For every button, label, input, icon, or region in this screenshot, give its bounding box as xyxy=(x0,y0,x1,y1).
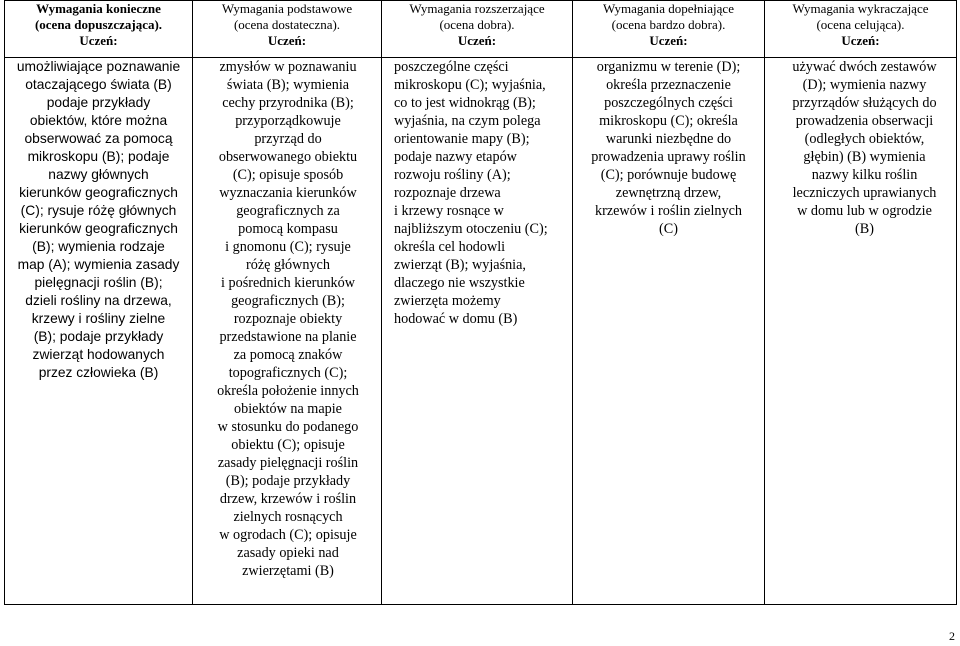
text-line: za pomocą znaków xyxy=(233,347,343,363)
header-title: Wymagania podstawowe xyxy=(221,1,353,16)
text-line: pielęgnacji roślin (B); xyxy=(34,275,163,290)
text-line: w domu lub w ogrodzie xyxy=(797,203,932,219)
text-line: mikroskopu (B); podaje xyxy=(27,149,170,164)
header-subtitle: (ocena celująca). xyxy=(816,17,905,32)
header-student: Uczeń: xyxy=(457,33,497,48)
text-line: (B); podaje przykłady xyxy=(225,473,351,489)
text-line: krzewy i rośliny zielne xyxy=(31,311,166,326)
text-line: poszczególne części xyxy=(394,59,509,75)
text-line: wyznaczania kierunków xyxy=(219,185,357,201)
text-line: określa położenie innych xyxy=(217,383,359,399)
cell-dopelniajace xyxy=(573,58,765,605)
text-line: i gnomonu (C); rysuje xyxy=(225,239,351,255)
text-line: (C); rysuje różę głównych xyxy=(20,203,177,218)
text-line: zwierząt (B); wyjaśnia, xyxy=(394,257,526,273)
text-line: cechy przyrodnika (B); xyxy=(222,95,354,111)
header-row xyxy=(5,1,957,58)
text-line: geograficznych za xyxy=(236,203,340,219)
content-row xyxy=(5,58,957,605)
text-line: (B); wymienia rodzaje xyxy=(32,239,165,254)
text-line: krzewów i roślin zielnych xyxy=(595,203,742,219)
text-line: pomocą kompasu xyxy=(238,221,338,237)
text-line: zasady opieki nad xyxy=(237,545,339,561)
text-line: zasady pielęgnacji roślin xyxy=(217,455,359,471)
text-line: rozpoznaje drzewa xyxy=(394,185,501,201)
text-line: przyrządów służących do xyxy=(792,95,937,111)
header-title: Wymagania konieczne xyxy=(36,1,161,16)
text-line: geograficznych (B); xyxy=(231,293,345,309)
text-line: (C) xyxy=(659,221,678,237)
cell-podstawowe xyxy=(193,58,382,605)
text-line: (C); opisuje sposób xyxy=(232,167,344,183)
text-line: dzieli rośliny na drzewa, xyxy=(25,293,172,308)
text-line: zwierząt hodowanych xyxy=(32,347,165,362)
text-line: map (A); wymienia zasady xyxy=(17,257,180,272)
text-line: umożliwiające poznawanie xyxy=(16,59,181,74)
text-line: otaczającego świata (B) xyxy=(25,77,172,92)
text-line: przyrząd do xyxy=(254,131,322,147)
text-line: określa cel hodowli xyxy=(394,239,506,255)
text-line: (B) xyxy=(855,221,874,237)
column-header-podstawowe xyxy=(193,1,382,58)
text-line: hodować w domu (B) xyxy=(394,311,518,327)
text-line: przez człowieka (B) xyxy=(38,365,159,380)
text-line: w stosunku do podanego xyxy=(217,419,359,435)
cell-wykraczajace xyxy=(765,58,957,605)
text-line: dlaczego nie wszystkie xyxy=(394,275,525,291)
column-header-wykraczajace xyxy=(765,1,957,58)
header-student: Uczeń: xyxy=(649,33,688,48)
text-line: nazwy głównych xyxy=(48,167,149,182)
header-subtitle: (ocena dopuszczająca). xyxy=(34,17,163,32)
text-line: używać dwóch zestawów xyxy=(792,59,937,75)
cell-text xyxy=(193,58,381,580)
text-line: zewnętrzną drzew, xyxy=(615,185,722,201)
text-line: organizmu w terenie (D); xyxy=(596,59,741,75)
cell-text xyxy=(382,58,572,328)
text-line: kierunków geograficznych xyxy=(19,221,178,236)
header-subtitle: (ocena bardzo dobra). xyxy=(611,17,726,32)
text-line: najbliższym otoczeniu (C); xyxy=(394,221,548,237)
text-line: prowadzenia obserwacji xyxy=(795,113,934,129)
text-line: obserwowanego obiektu xyxy=(218,149,358,165)
column-header-konieczne xyxy=(5,1,193,58)
header-subtitle: (ocena dobra). xyxy=(439,17,515,32)
text-line: zwierzęta możemy xyxy=(394,293,501,309)
cell-rozszerzajace xyxy=(382,58,573,605)
text-line: (odległych obiektów, xyxy=(804,131,925,147)
column-header-dopelniajace xyxy=(573,1,765,58)
text-line: (C); porównuje budowę xyxy=(600,167,737,183)
text-line: prowadzenia uprawy roślin xyxy=(591,149,746,165)
text-line: określa przeznaczenie xyxy=(606,77,731,93)
text-line: zwierzętami (B) xyxy=(242,563,334,579)
text-line: orientowanie mapy (B); xyxy=(394,131,530,147)
text-line: zmysłów w poznawaniu xyxy=(219,59,357,75)
text-line: różę głównych xyxy=(246,257,330,273)
text-line: podaje nazwy etapów xyxy=(394,149,517,165)
text-line: wyjaśnia, na czym polega xyxy=(394,113,541,129)
text-line: i krzewy rosnące w xyxy=(394,203,504,219)
header-subtitle: (ocena dostateczna). xyxy=(233,17,341,32)
text-line: obiektów, które można xyxy=(29,113,168,128)
text-line: i pośrednich kierunków xyxy=(221,275,355,291)
text-line: drzew, krzewów i roślin xyxy=(219,491,357,507)
cell-text xyxy=(573,58,764,238)
text-line: zielnych rosnących xyxy=(233,509,343,525)
text-line: przedstawione na planie xyxy=(219,329,357,345)
text-line: świata (B); wymienia xyxy=(226,77,350,93)
text-line: nazwy kilku roślin xyxy=(811,167,918,183)
text-line: rozwoju rośliny (A); xyxy=(394,167,511,183)
text-line: w ogrodach (C); opisuje xyxy=(219,527,357,543)
header-student: Uczeń: xyxy=(267,33,307,48)
text-line: leczniczych uprawianych xyxy=(792,185,937,201)
text-line: przyporządkowuje xyxy=(235,113,341,129)
text-line: rozpoznaje obiekty xyxy=(233,311,343,327)
text-line: co to jest widnokrąg (B); xyxy=(394,95,536,111)
text-line: (D); wymienia nazwy xyxy=(802,77,927,93)
text-line: obserwować za pomocą xyxy=(24,131,173,146)
header-title: Wymagania wykraczające xyxy=(792,1,929,16)
page-number: 2 xyxy=(949,629,955,643)
text-line: warunki niezbędne do xyxy=(605,131,732,147)
cell-konieczne xyxy=(5,58,193,605)
text-line: mikroskopu (C); określa xyxy=(599,113,738,129)
header-title: Wymagania rozszerzające xyxy=(409,1,545,16)
text-line: poszczególnych części xyxy=(604,95,733,111)
text-line: mikroskopu (C); wyjaśnia, xyxy=(394,77,546,93)
column-header-rozszerzajace xyxy=(382,1,573,58)
text-line: obiektów na mapie xyxy=(234,401,342,417)
requirements-table xyxy=(4,0,957,605)
header-student: Uczeń: xyxy=(79,33,118,48)
text-line: topograficznych (C); xyxy=(228,365,348,381)
header-title: Wymagania dopełniające xyxy=(603,1,734,16)
cell-text xyxy=(765,58,956,238)
cell-text xyxy=(5,58,192,382)
text-line: (B); podaje przykłady xyxy=(33,329,164,344)
text-line: obiektu (C); opisuje xyxy=(231,437,345,453)
text-line: głębin) (B) wymienia xyxy=(803,149,926,165)
text-line: kierunków geograficznych xyxy=(19,185,178,200)
text-line: podaje przykłady xyxy=(46,95,151,110)
header-student: Uczeń: xyxy=(841,33,880,48)
